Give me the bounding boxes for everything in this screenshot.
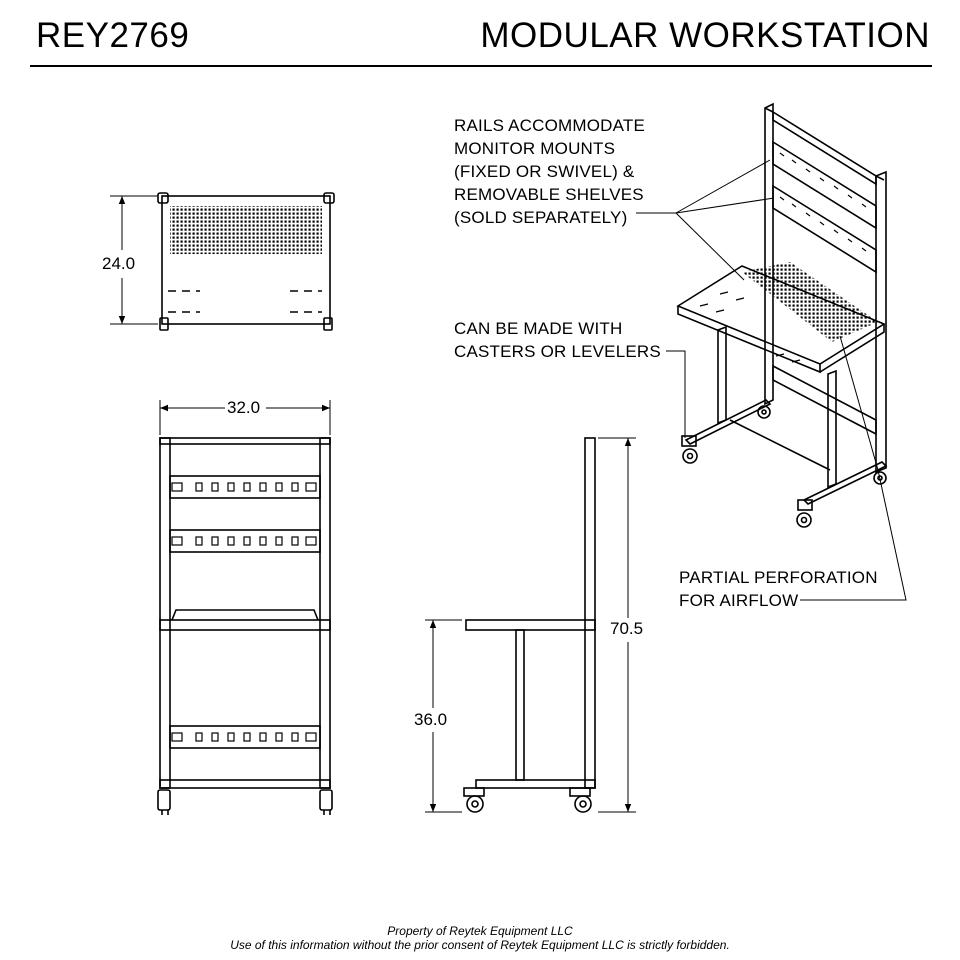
perforation-note-line: FOR AIRFLOW xyxy=(679,591,799,610)
work-surface-height-dimension: 36.0 xyxy=(414,710,448,729)
rails-note xyxy=(454,114,645,229)
drawing-title: MODULAR WORKSTATION xyxy=(480,16,930,55)
width-dimension: 32.0 xyxy=(227,398,261,417)
footer-line-1: Property of Reytek Equipment LLC xyxy=(387,924,573,938)
perforation-note-line: PARTIAL PERFORATION xyxy=(679,568,878,587)
footer-notice xyxy=(0,924,960,952)
leader-lines xyxy=(636,160,906,600)
footer-line-2: Use of this information without the prior consent of Reytek Equipment LLC is strictly forbidden. xyxy=(230,938,730,952)
rails-note-line: RAILS ACCOMMODATE xyxy=(454,116,646,135)
model-number: REY2769 xyxy=(36,16,190,55)
height-dimension: 70.5 xyxy=(610,619,644,638)
isometric-view xyxy=(678,104,886,527)
rails-note-line: (FIXED OR SWIVEL) & xyxy=(454,162,635,181)
front-view xyxy=(158,400,332,815)
top-view xyxy=(110,193,334,330)
rails-note-line: (SOLD SEPARATELY) xyxy=(454,208,628,227)
perforation-note xyxy=(679,566,878,612)
casters-note-line: CASTERS OR LEVELERS xyxy=(454,342,661,361)
casters-note-line: CAN BE MADE WITH xyxy=(454,319,623,338)
depth-dimension: 24.0 xyxy=(102,254,136,273)
casters-note xyxy=(454,317,661,363)
rails-note-line: REMOVABLE SHELVES xyxy=(454,185,644,204)
rails-note-line: MONITOR MOUNTS xyxy=(454,139,616,158)
side-view xyxy=(425,438,636,812)
